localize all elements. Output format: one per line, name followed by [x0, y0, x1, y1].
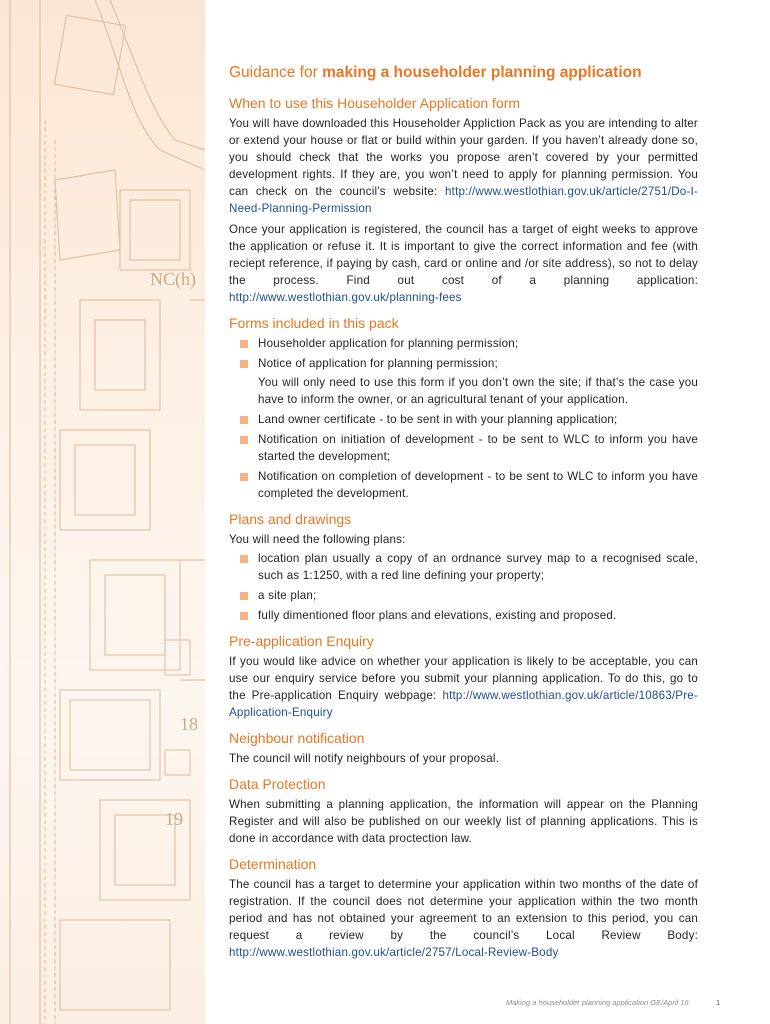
plans-intro: You will need the following plans:: [229, 533, 406, 546]
bullet-square: [240, 436, 248, 444]
plans-list: [229, 550, 698, 624]
map-drawing: [0, 0, 205, 1024]
list-item: Notice of application for planning permission; You will only need to use this form if you don’t own the site; if that’s the case you have to inform the owner, or an agricultural tenant of your application.: [229, 355, 698, 408]
guidance-content: [229, 62, 698, 963]
permitted-development-link[interactable]: http://www.westlothian.gov.uk/article/2751/Do-I-Need-Planning-Permission: [229, 185, 698, 215]
bullet-square: [240, 592, 248, 600]
list-item: a site plan;: [229, 587, 698, 604]
section-heading-when: When to use this Householder Application form: [229, 95, 521, 111]
page-footer: [506, 998, 726, 1007]
section-heading-data-protection: Data Protection: [229, 776, 326, 792]
title-emphasis: making a householder planning application: [322, 64, 642, 81]
planning-fees-link[interactable]: http://www.westlothian.gov.uk/planning-fees: [229, 291, 462, 304]
when-paragraph-1: [229, 115, 698, 217]
footer-text: Making a householder planning application GE/April 16: [506, 998, 689, 1007]
local-review-body-link[interactable]: http://www.westlothian.gov.uk/article/2757/Local-Review-Body: [229, 946, 559, 959]
map-label-19: 19: [165, 809, 183, 829]
determination-paragraph: The council has a target to determine your application within two months of the date of registration. If the council does not determine your application within the two month period and has not obtained your agreement to an extension to this period, you can request a review by the council’s Local Review Body: http://www.westlothian.gov.uk/article/2757/Local-Review-Body: [229, 878, 698, 959]
when-text-2: Once your application is registered, the council has a target of eight weeks to approve the application or refuse it. It is important to give the correct information and fee (with reciept reference, if paying by cash, card or online and /or site address), so not to delay the process. Find out cost of a planning application:: [229, 223, 698, 287]
bullet-square: [240, 473, 248, 481]
neighbour-paragraph: The council will notify neighbours of your proposal.: [229, 752, 500, 765]
forms-list: [229, 335, 698, 502]
preapp-enquiry-link[interactable]: http://www.westlothian.gov.uk/article/10863/Pre-Application-Enquiry: [229, 689, 698, 719]
bullet-square: [240, 555, 248, 563]
list-item: Householder application for planning permission;: [229, 335, 698, 352]
data-protection-paragraph: When submitting a planning application, the information will appear on the Planning Register and will also be published on our weekly list of planning applications. This is done in accordance with data proctection law.: [229, 798, 698, 845]
map-label-18: 18: [180, 714, 198, 734]
when-text-1: You will have downloaded this Householder Appliction Pack as you are intending to alter or extend your house or flat or build within your garden. If you haven’t already done so, you should check that the works you propose aren’t covered by your permitted development rights. If they are, you won’t need to apply for planning permission. You can check on the council’s website:: [229, 117, 698, 198]
bullet-square: [240, 340, 248, 348]
list-item: Notification on completion of development - to be sent to WLC to inform you have completed the development.: [229, 468, 698, 502]
list-item: location plan usually a copy of an ordnance survey map to a recognised scale, such as 1:1250, with a red line defining your property;: [229, 550, 698, 584]
preapp-paragraph: If you would like advice on whether your application is likely to be acceptable, you can use our enquiry service before you submit your planning application. To do this, go to the Pre-application Enquiry webpage: http://www.westlothian.gov.uk/article/10863/Pre-Application-Enquiry: [229, 655, 698, 719]
page-title: [229, 62, 698, 84]
title-prefix: Guidance for: [229, 64, 323, 81]
section-heading-plans: Plans and drawings: [229, 511, 352, 527]
map-label-nc: NC(h): [150, 269, 196, 289]
when-paragraph-2: [229, 221, 698, 306]
bullet-square: [240, 360, 248, 368]
section-heading-forms: Forms included in this pack: [229, 315, 399, 331]
decorative-map-background: [0, 0, 205, 1024]
section-heading-neighbour: Neighbour notification: [229, 730, 365, 746]
section-heading-determination: Determination: [229, 856, 317, 872]
list-item: fully dimentioned floor plans and elevations, existing and proposed.: [229, 607, 698, 624]
bullet-square: [240, 612, 248, 620]
section-heading-preapp: Pre-application Enquiry: [229, 633, 374, 649]
page-number: 1: [716, 998, 721, 1007]
bullet-square: [240, 416, 248, 424]
list-item: Notification on initiation of development - to be sent to WLC to inform you have started the development;: [229, 431, 698, 465]
list-item: Land owner certificate - to be sent in with your planning application;: [229, 411, 698, 428]
owner-note: You will only need to use this form if you don’t own the site; if that’s the case you have to inform the owner, or an agricultural tenant of your application.: [258, 376, 698, 406]
